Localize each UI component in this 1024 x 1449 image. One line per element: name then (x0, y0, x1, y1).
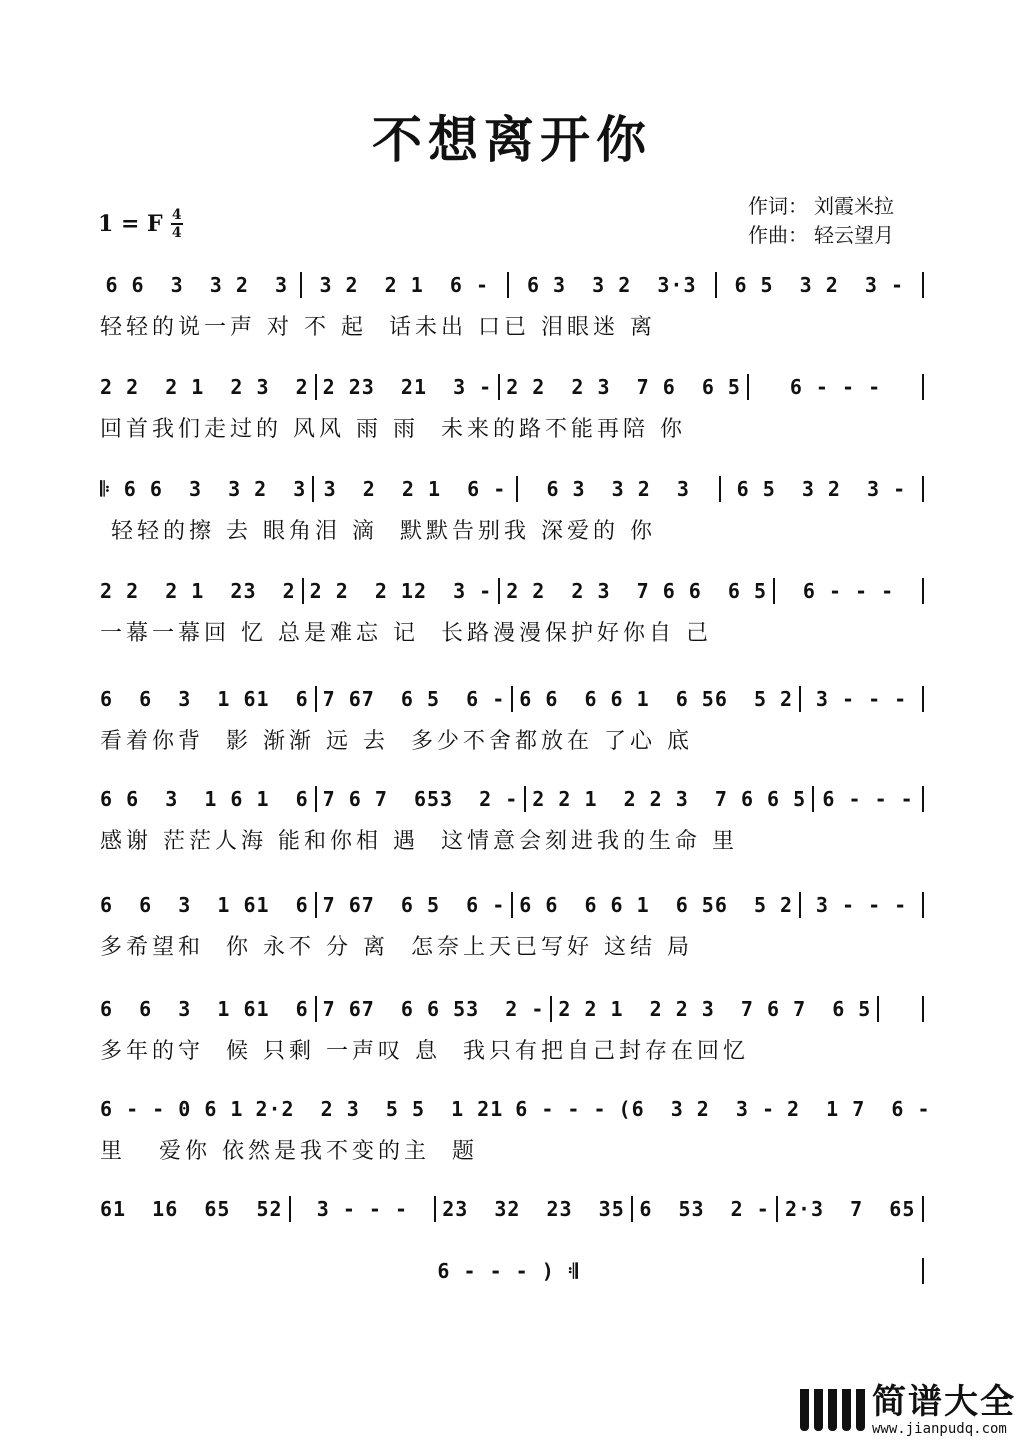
measure: 2 2 1 2 2 3 7 6 7 6 5 (558, 997, 872, 1021)
notation-row (100, 1258, 930, 1284)
piano-keys-icon (800, 1389, 866, 1431)
logo-name: 简谱大全 (872, 1382, 1016, 1422)
barline (812, 786, 814, 812)
measure: 7 67 6 5 6 - (322, 687, 506, 711)
barline (922, 1258, 924, 1284)
barline (300, 272, 302, 298)
barline (922, 578, 924, 604)
barline (498, 374, 500, 400)
barline (315, 786, 317, 812)
site-logo (800, 1383, 1016, 1437)
barline (922, 996, 924, 1022)
barline (773, 578, 775, 604)
lyric-line: 轻轻的说一声 对 不 起 话未出 口已 泪眼迷 离 (100, 315, 656, 340)
measure: 61 16 65 52 (100, 1197, 283, 1221)
barline (315, 996, 317, 1022)
lyric-line: 多年的守 候 只剩 一声叹 息 我只有把自己封存在回忆 (100, 1039, 749, 1064)
barline (922, 686, 924, 712)
logo-url: www.jianpudq.com (872, 1421, 1007, 1437)
measure: 6 6 3 1 61 6 (100, 997, 309, 1021)
lyric-line: 感谢 茫茫人海 能和你相 遇 这情意会刻进我的生命 里 (100, 829, 738, 854)
barline (715, 272, 717, 298)
barline (877, 996, 879, 1022)
barline (799, 686, 801, 712)
key-label: 1 = F (98, 211, 163, 237)
credits (748, 192, 894, 250)
measure: 2 2 2 3 7 6 6 6 5 (506, 579, 768, 603)
measure: 6 - - - (802, 579, 895, 603)
barline (799, 892, 801, 918)
key-signature (98, 208, 183, 240)
lyricist-label: 作词： (748, 194, 808, 218)
barline (524, 786, 526, 812)
lyric-line: 多希望和 你 永不 分 离 怎奈上天已写好 这结 局 (100, 935, 693, 960)
notation-row (100, 892, 930, 918)
barline (922, 786, 924, 812)
measure: 6 53 2 - (639, 1197, 770, 1221)
lyric-line: 一幕一幕回 忆 总是难忘 记 长路漫漫保护好你自 己 (100, 621, 712, 646)
notation-row (100, 686, 930, 712)
lyric-line: 里 爱你 依然是我不变的主 题 (100, 1139, 478, 1164)
measure: 6 6 3 1 6 1 6 (100, 787, 309, 811)
measure: 2 2 2 1 2 3 2 (100, 375, 309, 399)
barline (922, 476, 924, 502)
lyric-line: 看着你背 影 渐渐 远 去 多少不舍都放在 了心 底 (100, 729, 693, 754)
measure: 6 - - - (789, 375, 882, 399)
notation-row (100, 1196, 930, 1222)
measure: 6 5 3 2 3 - (734, 273, 905, 297)
measure: 6 5 3 2 3 - (736, 477, 907, 501)
barline (719, 476, 721, 502)
barline (315, 892, 317, 918)
measure: 6 6 6 6 1 6 56 5 2 (519, 687, 794, 711)
barline (511, 892, 513, 918)
barline (498, 578, 500, 604)
measure: 3 - - - (815, 893, 908, 917)
measure: 6 - - - (822, 787, 914, 811)
measure: 2 2 2 1 23 2 (100, 579, 296, 603)
measure: 6 6 3 1 61 6 (100, 687, 309, 711)
measure: 6 3 3 2 3·3 (526, 273, 697, 297)
barline (507, 272, 509, 298)
measure: 2 23 21 3 - (322, 375, 493, 399)
notation-row (100, 996, 930, 1022)
measure: 3 - - - (815, 687, 908, 711)
notation-row (100, 786, 930, 812)
time-signature (171, 208, 183, 240)
measure: 2 2 2 12 3 - (309, 579, 493, 603)
notation-row (100, 1096, 930, 1122)
barline (315, 374, 317, 400)
measure: 23 32 23 35 (442, 1197, 625, 1221)
measure: 7 67 6 6 53 2 - (322, 997, 545, 1021)
barline (776, 1196, 778, 1222)
barline (550, 996, 552, 1022)
barline (922, 272, 924, 298)
lyricist-name: 刘霞米拉 (814, 194, 894, 218)
lyricist-line (748, 192, 894, 221)
notation-row (100, 272, 930, 298)
measure: 6 3 3 2 3 (546, 477, 690, 501)
notation-row (100, 578, 930, 604)
barline (516, 476, 518, 502)
measure: 2 2 1 2 2 3 7 6 6 5 (532, 787, 807, 811)
measure: 3 - - - (316, 1197, 409, 1221)
measure: 2 1 7 6 - (787, 1097, 930, 1121)
measure: 𝄆 6 6 3 3 2 3 (100, 477, 307, 501)
measure: 6 6 3 1 61 6 (100, 893, 309, 917)
measure: 6 - - - (515, 1097, 607, 1121)
lyric-line: 轻轻的擦 去 眼角泪 滴 默默告别我 深爱的 你 (100, 519, 656, 544)
measure: 6 - - - ) 𝄇 (437, 1259, 579, 1283)
barline (312, 476, 314, 502)
measure: 3 2 2 1 6 - (323, 477, 507, 501)
song-title: 不想离开你 (372, 110, 652, 169)
composer-name: 轻云望月 (814, 223, 894, 247)
barline (302, 578, 304, 604)
measure: 7 67 6 5 6 - (322, 893, 506, 917)
measure: 2 2 2 3 7 6 6 5 (506, 375, 741, 399)
notation-row (100, 374, 930, 400)
measure: 6 - - 0 6 1 (100, 1097, 244, 1121)
measure: 7 6 7 653 2 - (322, 787, 519, 811)
meter-bottom: 4 (171, 225, 182, 241)
measure: 3 2 2 1 6 - (319, 273, 490, 297)
barline (747, 374, 749, 400)
measure: 6 6 3 3 2 3 (105, 273, 289, 297)
notation-row (100, 476, 930, 502)
composer-line (748, 221, 894, 250)
measure: 2·3 7 65 (784, 1197, 916, 1221)
barline (434, 1196, 436, 1222)
measure: 6 6 6 6 1 6 56 5 2 (519, 893, 794, 917)
logo-text (872, 1383, 1016, 1437)
barline (922, 1196, 924, 1222)
measure: (6 3 2 3 - (618, 1097, 776, 1121)
composer-label: 作曲： (748, 223, 808, 247)
barline (315, 686, 317, 712)
barline (922, 374, 924, 400)
measure: 2·2 2 3 5 5 1 21 (255, 1097, 504, 1121)
barline (511, 686, 513, 712)
barline (289, 1196, 291, 1222)
lyric-line: 回首我们走过的 风风 雨 雨 未来的路不能再陪 你 (100, 417, 686, 442)
meter-top: 4 (171, 207, 182, 223)
barline (922, 892, 924, 918)
barline (631, 1196, 633, 1222)
